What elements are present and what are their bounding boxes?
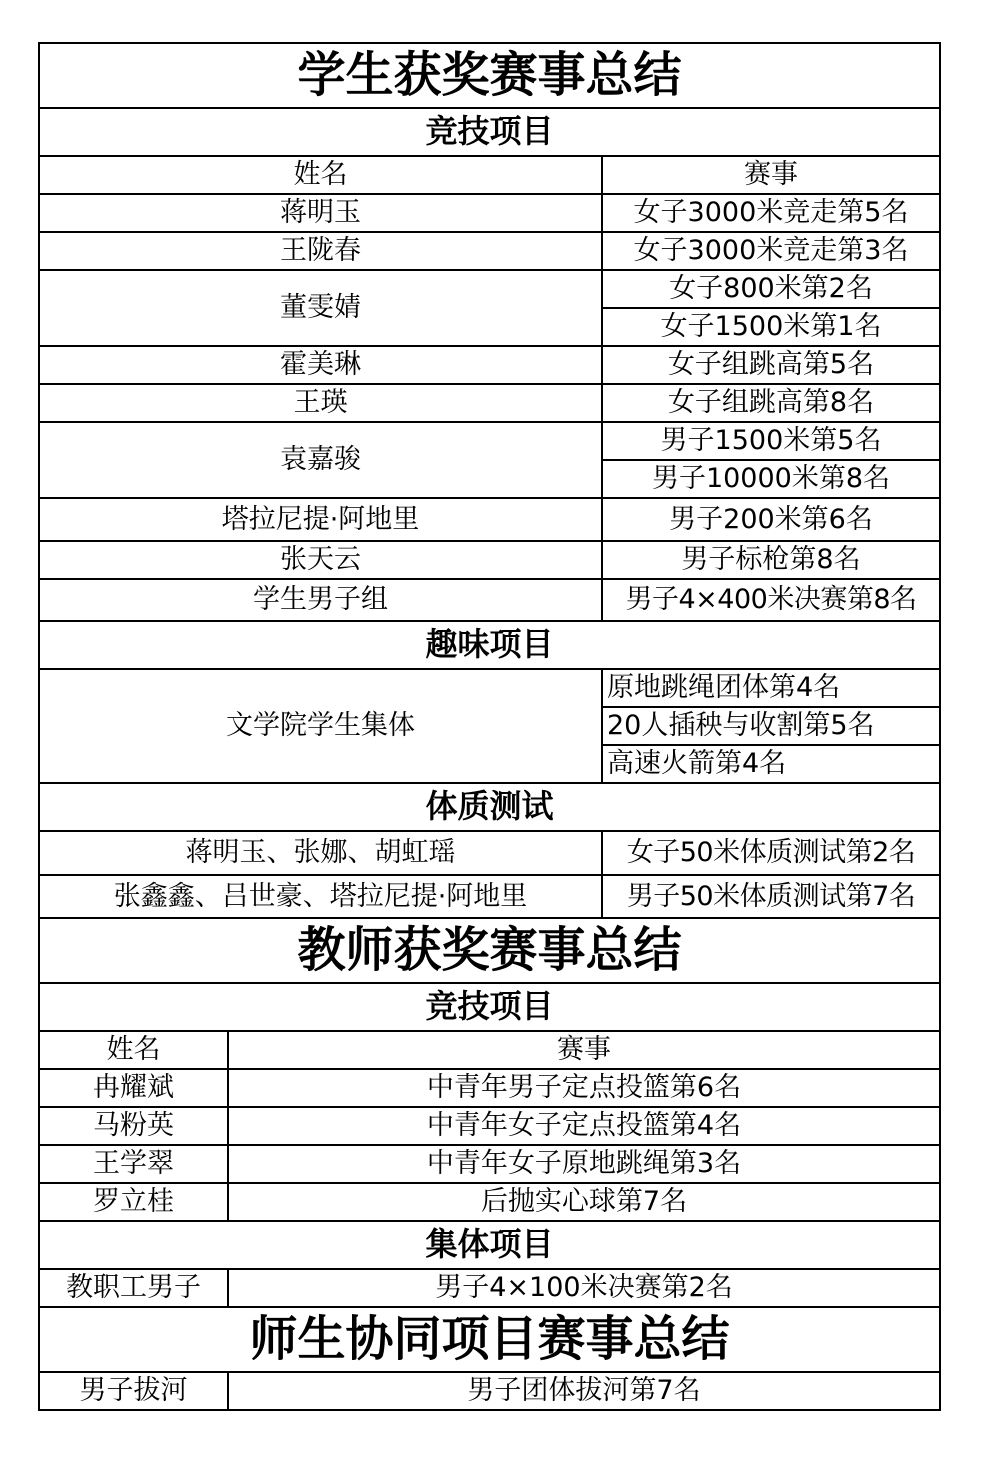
- student-summary-title: 学生获奖赛事总结: [39, 43, 940, 108]
- student-event-cell: 女子800米第2名: [602, 270, 940, 308]
- student-name-cell: 王陇春: [39, 232, 602, 270]
- student-name-cell: 蒋明玉: [39, 194, 602, 232]
- teacher-name-header: 姓名: [39, 1031, 228, 1069]
- student-name-cell: 霍美琳: [39, 346, 602, 384]
- student-fun-event-cell: 高速火箭第4名: [602, 745, 940, 783]
- student-event-cell: 女子组跳高第8名: [602, 384, 940, 422]
- awards-summary-table: [38, 42, 941, 1411]
- teacher-name-cell: 王学翠: [39, 1145, 228, 1183]
- student-name-cell: 董雯婧: [39, 270, 602, 346]
- teacher-event-cell: 中青年男子定点投篮第6名: [228, 1069, 940, 1107]
- student-fitness-title: 体质测试: [39, 783, 940, 831]
- teacher-event-cell: 中青年女子定点投篮第4名: [228, 1107, 940, 1145]
- student-name-cell: 袁嘉骏: [39, 422, 602, 498]
- student-fun-event-cell: 原地跳绳团体第4名: [602, 669, 940, 707]
- teacher-competitive-title: 竞技项目: [39, 983, 940, 1031]
- student-name-cell: 塔拉尼提·阿地里: [39, 498, 602, 541]
- student-event-cell: 男子4×400米决赛第8名: [602, 579, 940, 621]
- student-event-cell: 男子10000米第8名: [602, 460, 940, 498]
- student-fun-title: 趣味项目: [39, 621, 940, 669]
- joint-event-cell: 男子团体拔河第7名: [228, 1372, 940, 1410]
- student-event-cell: 女子1500米第1名: [602, 308, 940, 346]
- student-fitness-name-cell: 蒋明玉、张娜、胡虹瑶: [39, 831, 602, 875]
- teacher-event-cell: 后抛实心球第7名: [228, 1183, 940, 1221]
- student-fitness-name-cell: 张鑫鑫、吕世豪、塔拉尼提·阿地里: [39, 875, 602, 918]
- teacher-name-cell: 马粉英: [39, 1107, 228, 1145]
- student-name-cell: 学生男子组: [39, 579, 602, 621]
- student-event-header: 赛事: [602, 156, 940, 194]
- student-name-cell: 张天云: [39, 541, 602, 579]
- student-event-cell: 女子3000米竞走第3名: [602, 232, 940, 270]
- teacher-summary-title: 教师获奖赛事总结: [39, 918, 940, 983]
- teacher-name-cell: 罗立桂: [39, 1183, 228, 1221]
- teacher-event-cell: 中青年女子原地跳绳第3名: [228, 1145, 940, 1183]
- teacher-group-event-cell: 男子4×100米决赛第2名: [228, 1269, 940, 1307]
- teacher-group-title: 集体项目: [39, 1221, 940, 1269]
- joint-summary-title: 师生协同项目赛事总结: [39, 1307, 940, 1372]
- student-fun-name-cell: 文学院学生集体: [39, 669, 602, 783]
- student-name-cell: 王瑛: [39, 384, 602, 422]
- teacher-group-name-cell: 教职工男子: [39, 1269, 228, 1307]
- teacher-name-cell: 冉耀斌: [39, 1069, 228, 1107]
- student-fitness-event-cell: 男子50米体质测试第7名: [602, 875, 940, 918]
- student-competitive-title: 竞技项目: [39, 108, 940, 156]
- student-fun-event-cell: 20人插秧与收割第5名: [602, 707, 940, 745]
- joint-name-cell: 男子拔河: [39, 1372, 228, 1410]
- student-event-cell: 男子标枪第8名: [602, 541, 940, 579]
- student-event-cell: 男子1500米第5名: [602, 422, 940, 460]
- teacher-event-header: 赛事: [228, 1031, 940, 1069]
- student-event-cell: 女子3000米竞走第5名: [602, 194, 940, 232]
- student-fitness-event-cell: 女子50米体质测试第2名: [602, 831, 940, 875]
- student-event-cell: 女子组跳高第5名: [602, 346, 940, 384]
- student-event-cell: 男子200米第6名: [602, 498, 940, 541]
- student-name-header: 姓名: [39, 156, 602, 194]
